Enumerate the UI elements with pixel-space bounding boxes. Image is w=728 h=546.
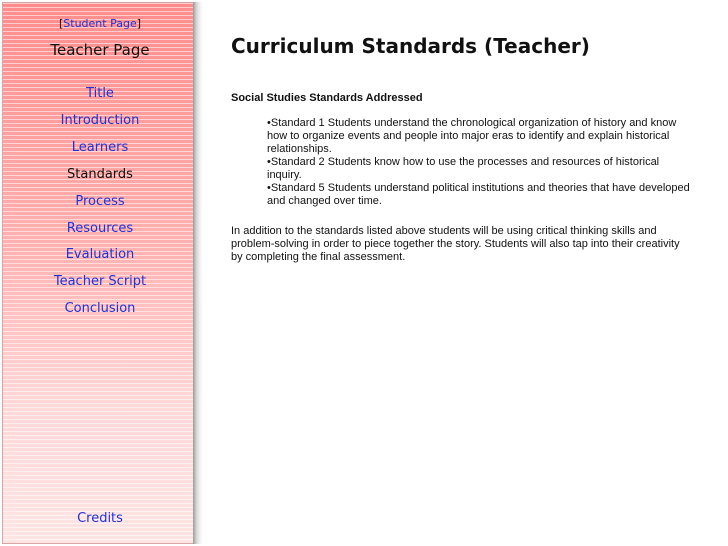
sidebar-title: Teacher Page <box>50 41 150 59</box>
page-title: Curriculum Standards (Teacher) <box>231 34 590 58</box>
nav-teacher-script[interactable]: Teacher Script <box>53 274 147 289</box>
nav-conclusion[interactable]: Conclusion <box>64 301 136 316</box>
section-heading: Social Studies Standards Addressed <box>231 92 423 104</box>
sidebar <box>2 2 196 544</box>
nav-title[interactable]: Title <box>86 86 114 101</box>
standard-item: •Standard 1 Students understand the chronological organization of history and know how to organize events and people into major eras to identify and explain historical relationships. <box>267 117 677 155</box>
student-page-link-wrapper: [Student Page] <box>58 17 142 30</box>
nav-process[interactable]: Process <box>75 194 125 209</box>
nav-evaluation[interactable]: Evaluation <box>65 247 135 262</box>
nav-introduction[interactable]: Introduction <box>60 113 140 128</box>
nav-standards: Standards <box>67 167 133 182</box>
nav-learners[interactable]: Learners <box>71 140 129 155</box>
nav-credits[interactable]: Credits <box>77 511 123 526</box>
student-page-link[interactable]: Student Page <box>63 17 137 30</box>
standard-item: •Standard 5 Students understand political institutions and theories that have developed and changed over time. <box>267 182 690 207</box>
nav-resources[interactable]: Resources <box>66 221 134 236</box>
body-paragraph: In addition to the standards listed above students will be using critical thinking skills and problem-solving in order to piece together the story. Students will also tap into their creativity by completing the final assessment. <box>231 225 680 263</box>
standards-list <box>267 117 692 208</box>
sidebar-divider <box>193 2 203 544</box>
standard-item: •Standard 2 Students know how to use the processes and resources of historical inquiry. <box>267 156 660 181</box>
